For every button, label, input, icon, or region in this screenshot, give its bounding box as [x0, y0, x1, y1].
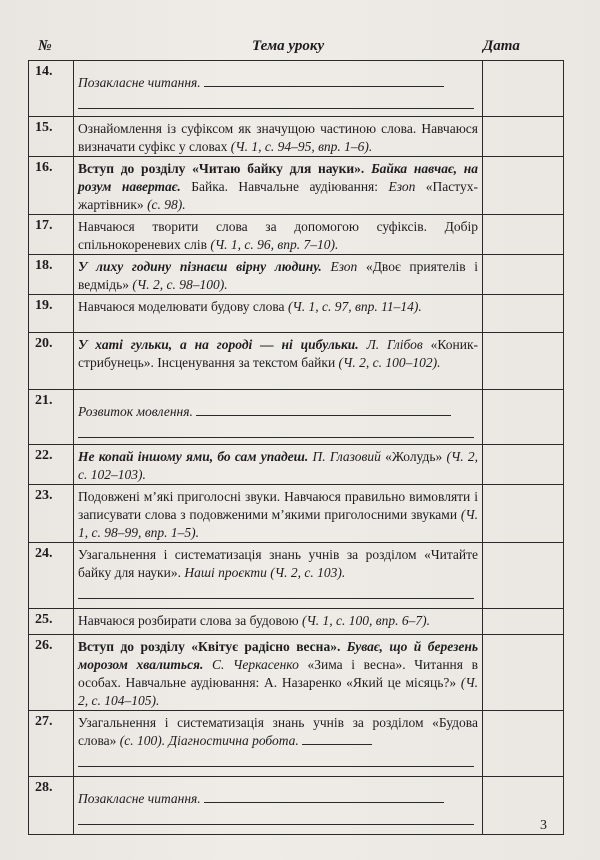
row-topic: Навчаюся творити слова за допомогою суфіксів. Добір спільнокореневих слів (Ч. 1, с. 96, впр. 7–10). — [74, 215, 483, 255]
date-cell[interactable] — [483, 445, 564, 485]
row-number: 16. — [29, 157, 74, 215]
blank-line[interactable] — [78, 750, 474, 767]
row-topic: Позакласне читання. — [74, 777, 483, 835]
row-topic: Узагальнення і систематизація знань учнів за розділом «Читайте байку для науки». Наші проєкти (Ч. 2, с. 103). — [74, 543, 483, 609]
table-row — [29, 390, 564, 445]
blank-line[interactable] — [204, 74, 444, 87]
date-cell[interactable] — [483, 543, 564, 609]
row-topic: Подовжені м’які приголосні звуки. Навчаюся правильно вимовляти і записувати слова з подовженими м’якими приголосними звуками (Ч. 1, с. 98–99, впр. 1–5). — [74, 485, 483, 543]
table-row — [29, 777, 564, 835]
row-number: 22. — [29, 445, 74, 485]
row-number: 21. — [29, 390, 74, 445]
row-number: 26. — [29, 635, 74, 711]
table-row — [29, 333, 564, 390]
row-number: 17. — [29, 215, 74, 255]
table-row — [29, 635, 564, 711]
row-number: 28. — [29, 777, 74, 835]
row-topic: Навчаюся розбирати слова за будовою (Ч. 1, с. 100, впр. 6–7). — [74, 609, 483, 635]
table-row — [29, 295, 564, 333]
date-cell[interactable] — [483, 255, 564, 295]
row-number: 20. — [29, 333, 74, 390]
table-row — [29, 215, 564, 255]
date-cell[interactable] — [483, 635, 564, 711]
row-topic: Не копай іншому ями, бо сам упадеш. П. Глазовий «Жолудь» (Ч. 2, с. 102–103). — [74, 445, 483, 485]
table-row — [29, 609, 564, 635]
date-cell[interactable] — [483, 609, 564, 635]
date-cell[interactable] — [483, 157, 564, 215]
row-topic: У хаті гульки, а на городі — ні цибульки. Л. Глібов «Коник-стрибунець». Інсценування за текстом байки (Ч. 2, с. 100–102). — [74, 333, 483, 390]
date-cell[interactable] — [483, 711, 564, 777]
row-number: 18. — [29, 255, 74, 295]
blank-line[interactable] — [78, 421, 474, 438]
date-cell[interactable] — [483, 777, 564, 835]
header-date: Дата — [483, 38, 520, 54]
table-row — [29, 711, 564, 777]
date-cell[interactable] — [483, 117, 564, 157]
date-cell[interactable] — [483, 485, 564, 543]
blank-line[interactable] — [196, 403, 451, 416]
blank-line[interactable] — [78, 92, 474, 109]
header-number: № — [38, 38, 52, 54]
lesson-plan-table — [28, 60, 564, 835]
blank-line[interactable] — [204, 790, 444, 803]
row-topic: Ознайомлення із суфіксом як значущою частиною слова. Навчаюся визначати суфікс у словах (Ч. 1, с. 94–95, впр. 1–6). — [74, 117, 483, 157]
table-row — [29, 117, 564, 157]
table-row — [29, 445, 564, 485]
row-number: 27. — [29, 711, 74, 777]
row-topic: У лиху годину пізнаєш вірну людину. Езоп «Двоє приятелів і ведмідь» (Ч. 2, с. 98–100). — [74, 255, 483, 295]
row-number: 15. — [29, 117, 74, 157]
row-topic: Вступ до розділу «Читаю байку для науки». Байка навчає, на розум навертає. Байка. Навчальне аудіювання: Езоп «Пастух-жартівник» (с. 98). — [74, 157, 483, 215]
blank-line[interactable] — [78, 582, 474, 599]
table-row — [29, 485, 564, 543]
table-row — [29, 255, 564, 295]
table-row — [29, 543, 564, 609]
page-number: 3 — [540, 818, 547, 833]
blank-line[interactable] — [302, 732, 372, 745]
table-row — [29, 61, 564, 117]
row-topic: Узагальнення і систематизація знань учнів за розділом «Будова слова» (с. 100). Діагностична робота. — [74, 711, 483, 777]
row-topic: Навчаюся моделювати будову слова (Ч. 1, с. 97, впр. 11–14). — [74, 295, 483, 333]
row-number: 19. — [29, 295, 74, 333]
date-cell[interactable] — [483, 390, 564, 445]
row-number: 23. — [29, 485, 74, 543]
date-cell[interactable] — [483, 215, 564, 255]
blank-line[interactable] — [78, 808, 474, 825]
row-number: 14. — [29, 61, 74, 117]
date-cell[interactable] — [483, 61, 564, 117]
row-number: 25. — [29, 609, 74, 635]
date-cell[interactable] — [483, 295, 564, 333]
row-topic: Розвиток мовлення. — [74, 390, 483, 445]
row-number: 24. — [29, 543, 74, 609]
header-topic: Тема уроку — [252, 38, 325, 54]
row-topic: Вступ до розділу «Квітує радісно весна». Буває, що й березень морозом хвалиться. С. Черкасенко «Зима і весна». Читання в особах. Навчальне аудіювання: А. Назаренко «Який це місяць?» (Ч. 2, с. 104–105). — [74, 635, 483, 711]
date-cell[interactable] — [483, 333, 564, 390]
row-topic: Позакласне читання. — [74, 61, 483, 117]
table-row — [29, 157, 564, 215]
